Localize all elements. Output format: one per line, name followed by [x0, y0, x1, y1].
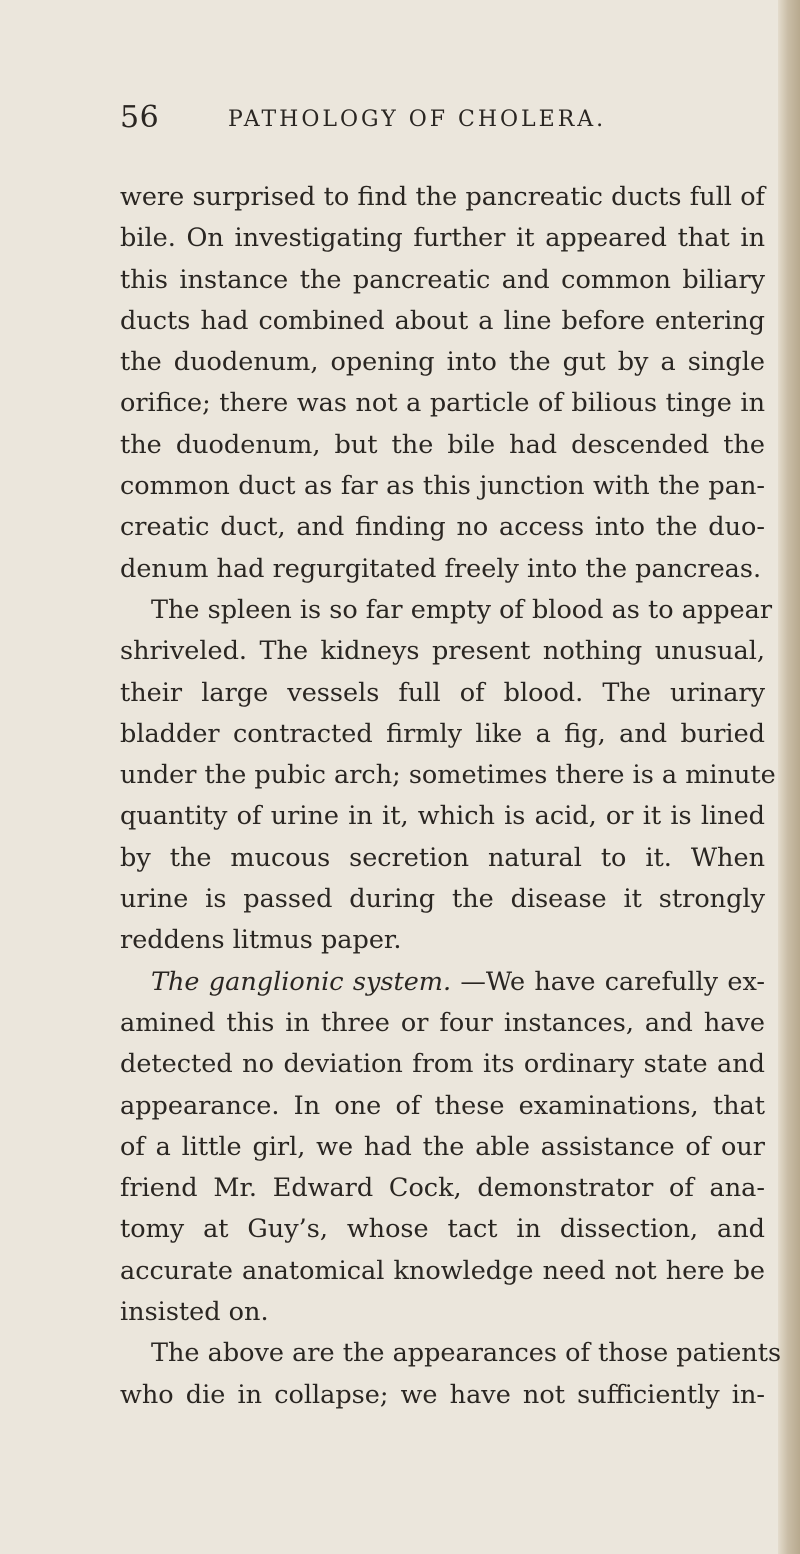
text-line: bladder contracted firmly like a fig, and buried [120, 718, 765, 749]
text-line: appearance. In one of these examinations, that [120, 1090, 765, 1121]
text-line: detected no deviation from its ordinary state and [120, 1049, 765, 1080]
section-lead-rest: —We have carefully ex- [460, 966, 766, 997]
text-line: creatic duct, and finding no access into the duo- [120, 512, 765, 543]
body-text [120, 177, 782, 1416]
text-line: shriveled. The kidneys present nothing unusual, [120, 636, 765, 667]
text-line: were surprised to find the pancreatic ducts full of [120, 182, 765, 212]
text-line: reddens litmus paper. [120, 925, 402, 956]
page-number: 56 [120, 100, 160, 135]
text-line: bile. On investigating further it appeared that in [120, 223, 765, 254]
text-line: this instance the pancreatic and common biliary [120, 264, 765, 295]
text-line: quantity of urine in it, which is acid, or it is lined [120, 801, 765, 832]
text-line: the duodenum, opening into the gut by a single [120, 347, 765, 378]
text-line: orifice; there was not a particle of bilious tinge in [120, 388, 765, 419]
text-line: common duct as far as this junction with the pan- [120, 471, 765, 502]
text-line: friend Mr. Edward Cock, demonstrator of ana- [120, 1173, 765, 1204]
text-line: who die in collapse; we have not sufficiently in- [120, 1379, 765, 1410]
text-line: the duodenum, but the bile had descended the [120, 429, 765, 460]
text-line: insisted on. [120, 1297, 269, 1328]
text-line: of a little girl, we had the able assistance of our [120, 1131, 765, 1162]
text-line: accurate anatomical knowledge need not here be [120, 1255, 765, 1286]
text-line: their large vessels full of blood. The urinary [120, 677, 765, 708]
text-line-ganglionic [120, 962, 765, 1003]
running-head: PATHOLOGY OF CHOLERA. [228, 107, 607, 132]
text-line: tomy at Guy’s, whose tact in dissection, and [120, 1214, 765, 1245]
text-line: urine is passed during the disease it strongly [120, 884, 765, 915]
text-line: The spleen is so far empty of blood as to appear [151, 594, 773, 625]
page-edge [778, 0, 800, 1554]
text-line: by the mucous secretion natural to it. When [120, 842, 765, 873]
text-line: ducts had combined about a line before entering [120, 305, 765, 336]
text-line: amined this in three or four instances, and have [120, 1007, 765, 1038]
text-line: The above are the appearances of those patients [151, 1338, 782, 1369]
page-header [120, 98, 760, 138]
text-line: denum had regurgitated freely into the pancreas. [120, 553, 762, 584]
text-line: under the pubic arch; sometimes there is a minute [120, 760, 776, 791]
section-lead-italic: The ganglionic system. [151, 966, 452, 997]
